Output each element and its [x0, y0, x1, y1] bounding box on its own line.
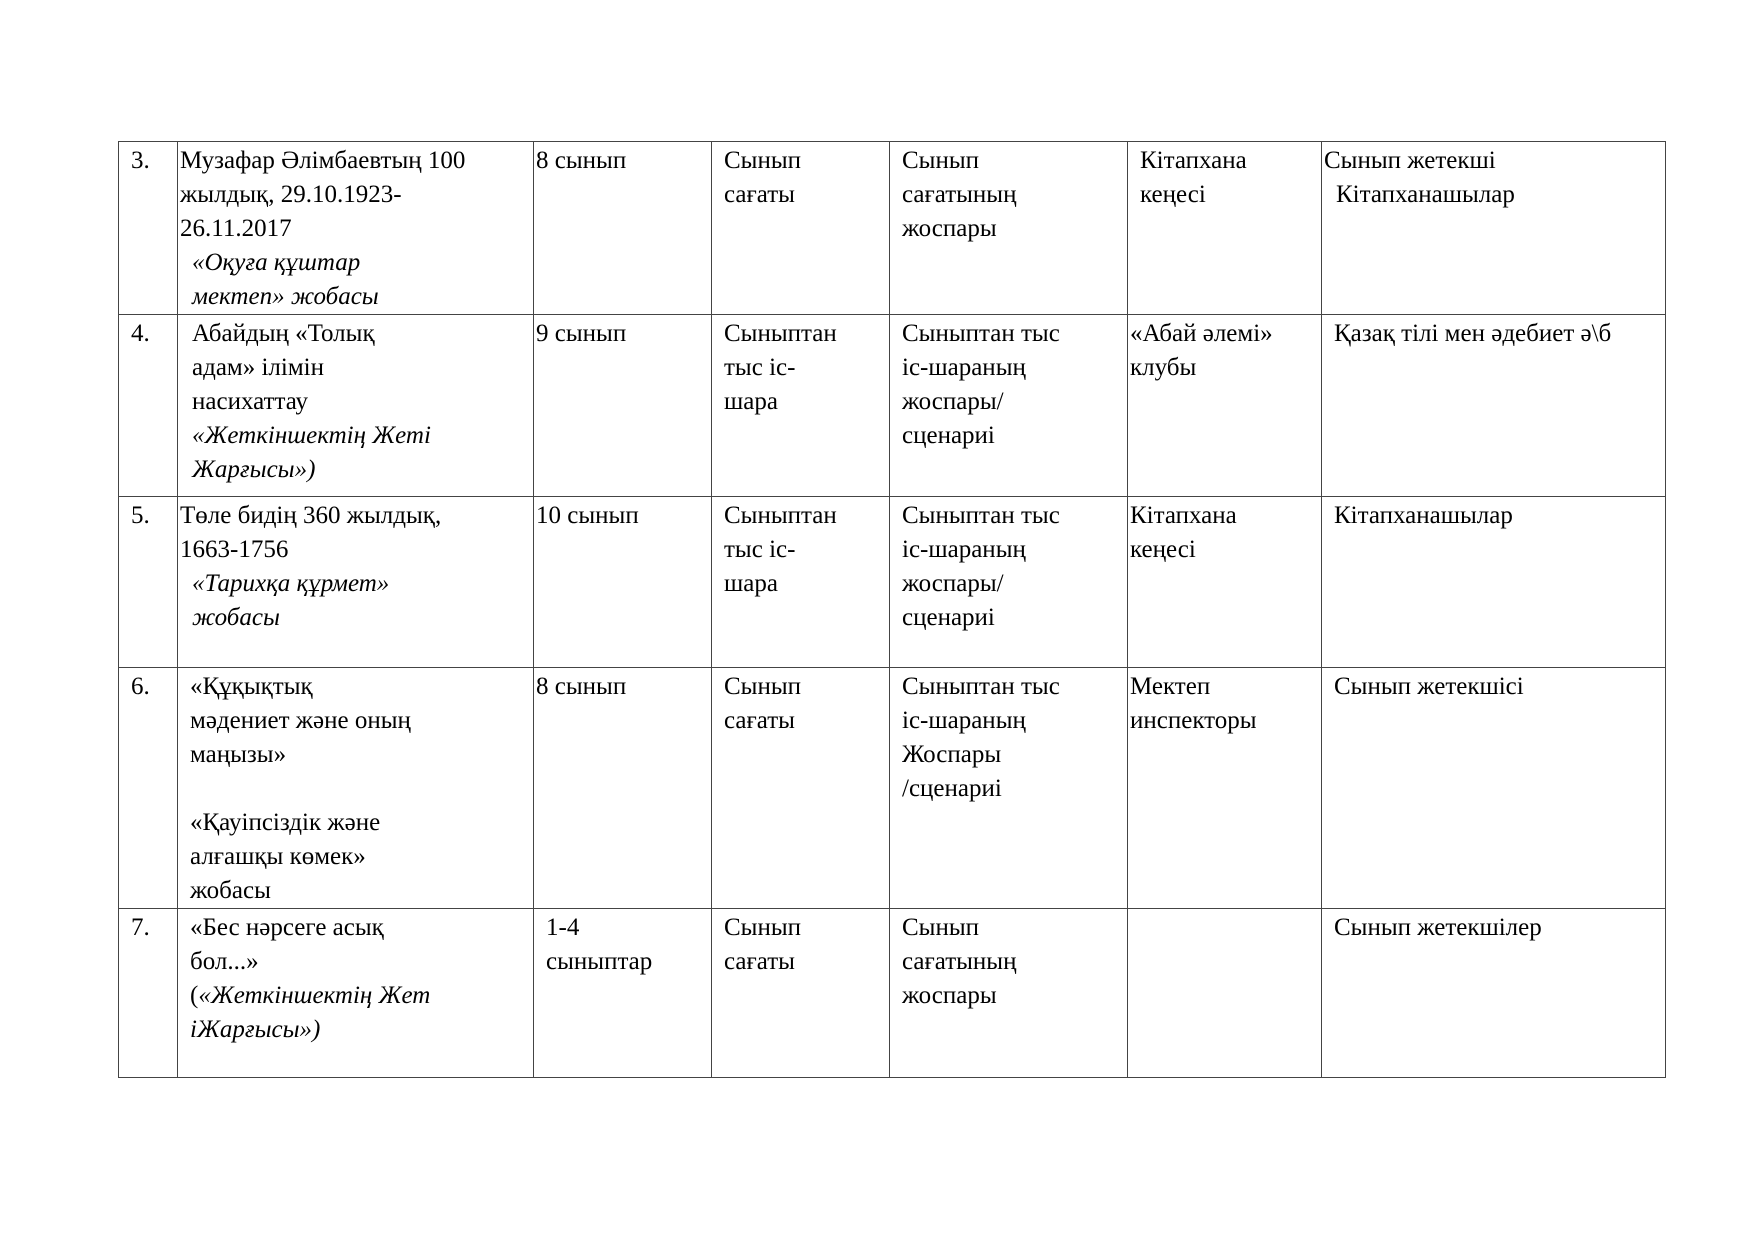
- grade-cell: 10 сынып: [534, 497, 712, 668]
- grade-cell: 9 сынып: [534, 315, 712, 497]
- form-cell: Сынып сағаты: [712, 668, 890, 909]
- responsible-cell: Сынып жетекшілер: [1322, 909, 1666, 1078]
- topic-cell: «Құқықтық мәдениет және оның маңызы» «Қауіпсіздік және алғашқы көмек» жобасы: [178, 668, 534, 909]
- output-cell: Сыныптан тыс іс-шараның жоспары/ сценариі: [890, 315, 1128, 497]
- responsible-cell: Кітапханашылар: [1322, 497, 1666, 668]
- venue-cell: «Абай әлемі» клубы: [1128, 315, 1322, 497]
- row-number: 3.: [119, 142, 178, 315]
- responsible-cell: Қазақ тілі мен әдебиет ә\б: [1322, 315, 1666, 497]
- output-cell: Сынып сағатының жоспары: [890, 142, 1128, 315]
- form-cell: Сыныптан тыс іс- шара: [712, 315, 890, 497]
- row-number: 6.: [119, 668, 178, 909]
- events-table: [118, 141, 1666, 1078]
- topic-cell: Төле бидің 360 жылдық, 1663-1756 «Тарихқа құрмет» жобасы: [178, 497, 534, 668]
- venue-cell: Кітапхана кеңесі: [1128, 142, 1322, 315]
- table-row: [119, 315, 1666, 497]
- table-row: [119, 909, 1666, 1078]
- row-number: 4.: [119, 315, 178, 497]
- topic-cell: «Бес нәрсеге асық бол...» («Жеткіншектің Жет іЖарғысы»): [178, 909, 534, 1078]
- topic-cell: Абайдың «Толық адам» ілімін насихаттау «Жеткіншектің Жеті Жарғысы»): [178, 315, 534, 497]
- form-cell: Сынып сағаты: [712, 142, 890, 315]
- grade-cell: 8 сынып: [534, 668, 712, 909]
- venue-cell: Мектеп инспекторы: [1128, 668, 1322, 909]
- form-cell: Сынып сағаты: [712, 909, 890, 1078]
- venue-cell: Кітапхана кеңесі: [1128, 497, 1322, 668]
- form-cell: Сыныптан тыс іс- шара: [712, 497, 890, 668]
- row-number: 5.: [119, 497, 178, 668]
- topic-cell: Музафар Әлімбаевтың 100 жылдық, 29.10.1923- 26.11.2017 «Оқуға құштар мектеп» жобасы: [178, 142, 534, 315]
- grade-cell: 1-4 сыныптар: [534, 909, 712, 1078]
- table-row: [119, 142, 1666, 315]
- responsible-cell: Сынып жетекші Кітапханашылар: [1322, 142, 1666, 315]
- output-cell: Сыныптан тыс іс-шараның Жоспары /сценариі: [890, 668, 1128, 909]
- responsible-cell: Сынып жетекшісі: [1322, 668, 1666, 909]
- grade-cell: 8 сынып: [534, 142, 712, 315]
- output-cell: Сыныптан тыс іс-шараның жоспары/ сценариі: [890, 497, 1128, 668]
- output-cell: Сынып сағатының жоспары: [890, 909, 1128, 1078]
- venue-cell: [1128, 909, 1322, 1078]
- table-row: [119, 668, 1666, 909]
- table-row: [119, 497, 1666, 668]
- row-number: 7.: [119, 909, 178, 1078]
